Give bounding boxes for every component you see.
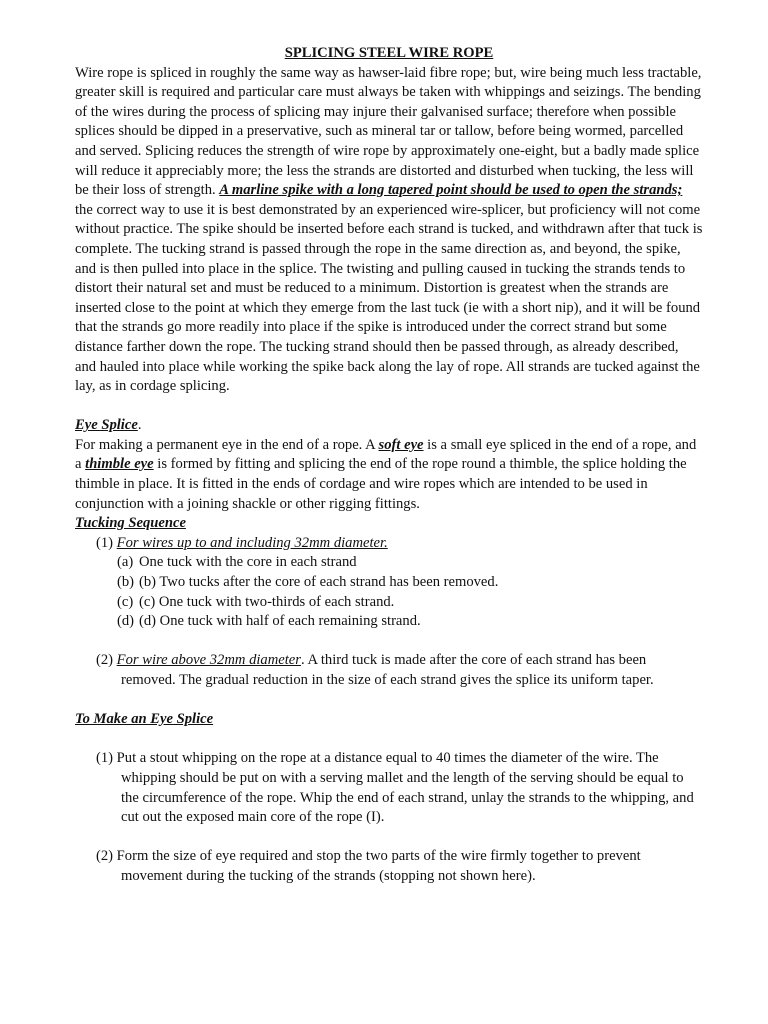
eye-splice-text-2: is a small eye spliced in the end of a rope, and a — [75, 436, 697, 473]
tucking-subitem-text: (c) One tuck with two-thirds of each strand. — [139, 593, 395, 610]
eye-splice-heading-suffix: . — [137, 417, 142, 434]
eye-splice-heading: Eye Splice — [75, 417, 138, 434]
tucking-item-2-label: For wire above 32mm diameter — [116, 652, 301, 669]
tucking-item-1-label: For wires up to and including 32mm diameter. — [116, 534, 388, 551]
intro-text-a: Wire rope is spliced in roughly the same way as hawser-laid fibre rope; but, wire being much less tractable, greater skill is required and particular care must always be taken with whippings and seizings. The bending of the wires during the process of splicing may injure their galvanised surface; therefore when possible splices should be dipped in a preservative, such as mineral tar or tallow, before being wormed, parcelled and served. Splicing reduces the strength of wire rope by approximately one-eight, but a badly made splice will reduce it appreciably more; the less the strands are distorted and disturbed when tucking, the less will be their loss of strength. — [75, 64, 702, 199]
tucking-subitem-marker: (a) — [117, 554, 134, 571]
tucking-item-2-marker: (2) — [96, 652, 117, 669]
eye-splice-heading-line — [75, 416, 703, 436]
make-eye-step-1 — [75, 749, 703, 827]
soft-eye-term: soft eye — [378, 436, 424, 453]
tucking-subitem — [117, 612, 703, 632]
document-page — [75, 44, 703, 887]
tucking-sequence-heading: Tucking Sequence — [75, 515, 186, 532]
intro-paragraph — [75, 64, 703, 397]
tucking-subitem-marker: (b) — [117, 574, 135, 591]
tucking-subitem-text: (b) Two tucks after the core of each strand has been removed. — [139, 574, 499, 591]
tucking-subitem-text: One tuck with the core in each strand — [139, 554, 357, 571]
spacer — [75, 632, 703, 652]
intro-emphasis: A marline spike with a long tapered point should be used to open the strands; — [219, 182, 683, 199]
tucking-subitem-text: (d) One tuck with half of each remaining strand. — [139, 613, 421, 630]
tucking-subitem-marker: (d) — [117, 613, 135, 630]
tucking-sublist — [75, 553, 703, 631]
intro-text-b: the correct way to use it is best demonstrated by an experienced wire-splicer, but proficiency will not come without practice. The spike should be inserted before each strand is tucked, and withdrawn after that tuck is complete. The tucking strand is passed through the rope in the same direction as, and beyond, the spike, and is then pulled into place in the splice. The twisting and pulling caused in tucking the strands tends to distort their natural set and must be reduced to a minimum. Distortion is greatest when the strands are inserted close to the point at which they emerge from the last tuck (ie with a short nip), and it will be found that the strands go more readily into place if the spike is introduced under the correct strand but some distance farther down the rope. The tucking strand should then be passed through, as already described, and hauled into place while working the spike back along the lay of rope. All strands are tucked against the lay, as in cordage splicing. — [75, 201, 703, 395]
tucking-subitem — [117, 593, 703, 613]
tucking-item-1 — [75, 534, 703, 554]
thimble-eye-term: thimble eye — [85, 456, 154, 473]
tucking-subitem-marker: (c) — [117, 593, 134, 610]
eye-splice-text-3: is formed by fitting and splicing the end of the rope round a thimble, the splice holding the thimble in place. It is fitted in the ends of cordage and wire ropes which are intended to be used in conjunction with a joining shackle or other rigging fittings. — [75, 456, 687, 512]
eye-splice-paragraph — [75, 436, 703, 514]
make-eye-step-2 — [75, 847, 703, 886]
tucking-item-2 — [75, 651, 703, 690]
tucking-item-1-marker: (1) — [96, 534, 117, 551]
tucking-subitem — [117, 573, 703, 593]
document-title: SPLICING STEEL WIRE ROPE — [284, 45, 494, 61]
spacer — [75, 397, 703, 417]
make-eye-step-marker: (1) — [96, 750, 117, 767]
make-eye-step-text: Form the size of eye required and stop the two parts of the wire firmly together to prevent movement during the tucking of the strands (stopping not shown here). — [116, 848, 641, 884]
tucking-subitem — [117, 553, 703, 573]
make-eye-splice-heading: To Make an Eye Splice — [75, 711, 214, 728]
eye-splice-text-1: For making a permanent eye in the end of a rope. A — [75, 436, 379, 453]
make-eye-step-marker: (2) — [96, 848, 117, 865]
spacer — [75, 691, 703, 711]
tucking-item-2-text: . A third tuck is made after the core of each strand has been removed. The gradual reduction in the size of each strand gives the splice its uniform taper. — [121, 652, 654, 688]
make-eye-step-text: Put a stout whipping on the rope at a distance equal to 40 times the diameter of the wire. The whipping should be put on with a serving mallet and the length of the serving should be equal to the circumference of the rope. Whip the end of each strand, unlay the strands to the whipping, and cut out the exposed main core of the rope (I). — [116, 750, 694, 826]
spacer — [75, 828, 703, 848]
spacer — [75, 730, 703, 750]
